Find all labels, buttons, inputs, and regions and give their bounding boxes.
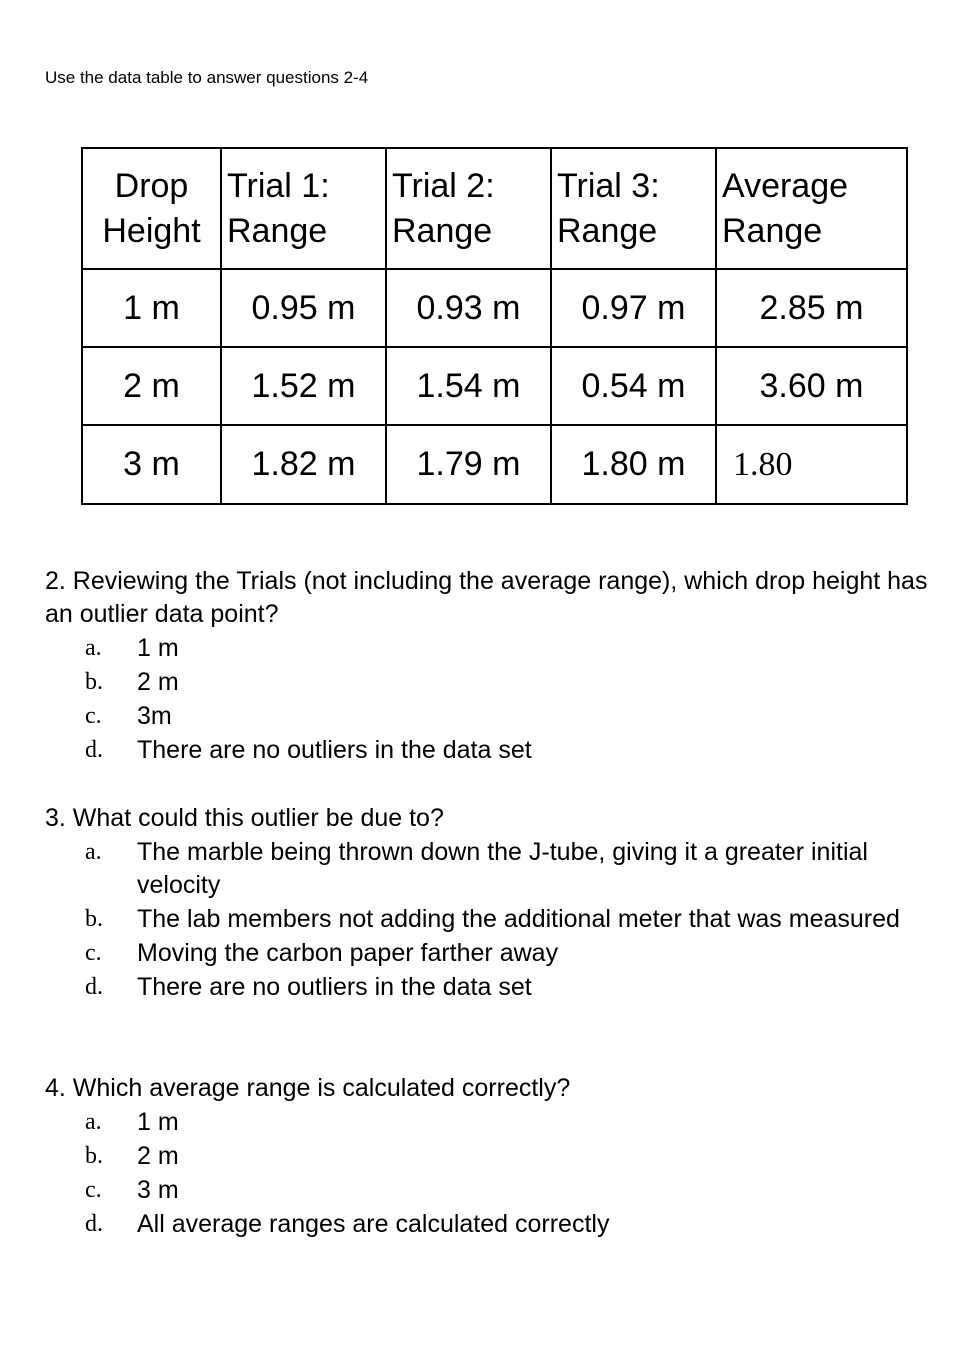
option-c[interactable] (45, 937, 945, 970)
cell-trial-1: 1.52 m (221, 347, 386, 425)
option-text: The marble being thrown down the J-tube, giving it a greater initial velocity (137, 838, 868, 899)
option-text: 1 m (137, 634, 179, 662)
instructions-text: Use the data table to answer questions 2-4 (45, 68, 369, 87)
option-letter: d. (85, 1211, 103, 1237)
option-c[interactable] (45, 700, 945, 733)
option-c[interactable] (45, 1174, 945, 1207)
option-text: There are no outliers in the data set (137, 736, 532, 764)
cell-trial-2: 1.79 m (386, 425, 551, 504)
option-b[interactable] (45, 903, 945, 936)
header-trial-1: Trial 1: Range (221, 148, 386, 269)
option-b[interactable] (45, 666, 945, 699)
option-list (45, 632, 945, 767)
option-list (45, 836, 945, 1004)
header-trial-2: Trial 2: Range (386, 148, 551, 269)
table-row (82, 269, 907, 347)
option-letter: c. (85, 703, 102, 729)
option-d[interactable] (45, 1208, 945, 1241)
option-letter: b. (85, 669, 103, 695)
header-average-range: Average Range (716, 148, 907, 269)
option-list (45, 1106, 945, 1241)
question-prompt: 3. What could this outlier be due to? (45, 804, 444, 832)
cell-trial-1: 0.95 m (221, 269, 386, 347)
option-d[interactable] (45, 971, 945, 1004)
option-letter: a. (85, 635, 102, 661)
question-prompt: 2. Reviewing the Trials (not including the average range), which drop height has an outlier data point? (45, 567, 928, 628)
option-text: 1 m (137, 1108, 179, 1136)
option-b[interactable] (45, 1140, 945, 1173)
table-header-row (82, 148, 907, 269)
option-text: 3m (137, 702, 172, 730)
cell-trial-2: 1.54 m (386, 347, 551, 425)
table-row (82, 347, 907, 425)
data-table (81, 147, 908, 505)
option-letter: a. (85, 1109, 102, 1135)
option-a[interactable] (45, 632, 945, 665)
option-letter: b. (85, 906, 103, 932)
option-letter: b. (85, 1143, 103, 1169)
cell-trial-3: 0.97 m (551, 269, 716, 347)
question-2 (45, 565, 945, 767)
option-text: 3 m (137, 1176, 179, 1204)
option-letter: c. (85, 1177, 102, 1203)
header-drop-height: Drop Height (82, 148, 221, 269)
table-row (82, 425, 907, 504)
cell-average-range: 2.85 m (716, 269, 907, 347)
cell-drop-height: 1 m (82, 269, 221, 347)
option-text: All average ranges are calculated correctly (137, 1210, 610, 1238)
option-letter: d. (85, 737, 103, 763)
cell-trial-3: 0.54 m (551, 347, 716, 425)
option-text: 2 m (137, 1142, 179, 1170)
question-3 (45, 802, 945, 1004)
question-prompt: 4. Which average range is calculated correctly? (45, 1074, 571, 1102)
header-trial-3: Trial 3: Range (551, 148, 716, 269)
cell-trial-3: 1.80 m (551, 425, 716, 504)
cell-drop-height: 3 m (82, 425, 221, 504)
option-letter: c. (85, 940, 102, 966)
cell-average-range-answer[interactable]: 1.80 (716, 425, 907, 504)
cell-drop-height: 2 m (82, 347, 221, 425)
cell-trial-2: 0.93 m (386, 269, 551, 347)
cell-average-range: 3.60 m (716, 347, 907, 425)
option-letter: d. (85, 974, 103, 1000)
option-text: 2 m (137, 668, 179, 696)
option-d[interactable] (45, 734, 945, 767)
cell-trial-1: 1.82 m (221, 425, 386, 504)
option-a[interactable] (45, 1106, 945, 1139)
option-text: Moving the carbon paper farther away (137, 939, 559, 967)
option-a[interactable] (45, 836, 945, 902)
option-letter: a. (85, 839, 102, 865)
option-text: The lab members not adding the additional meter that was measured (137, 905, 900, 933)
question-4 (45, 1072, 945, 1241)
option-text: There are no outliers in the data set (137, 973, 532, 1001)
